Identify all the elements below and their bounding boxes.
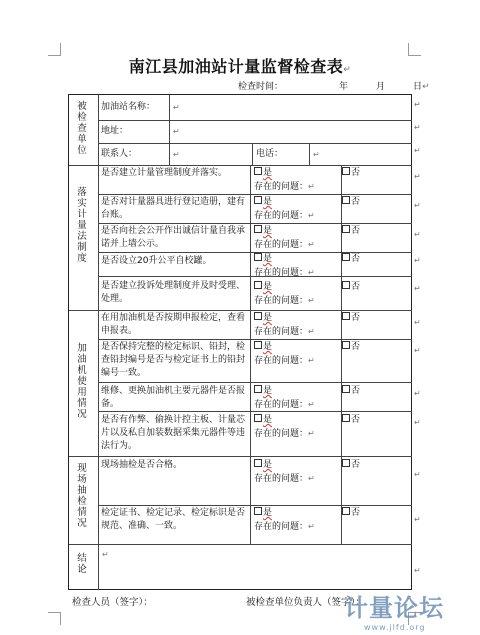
issue-label: 存在的问题： — [254, 400, 309, 410]
no-checkbox[interactable]: 否 — [342, 415, 360, 425]
no-checkbox[interactable]: 否 — [342, 342, 360, 352]
yes-checkbox[interactable]: 是 — [254, 508, 272, 518]
yes-checkbox[interactable]: 是 — [254, 168, 272, 178]
item-question: 检定证书、检定记录、检定标识是否规范、准确、一致。 — [101, 508, 246, 531]
yes-checkbox[interactable]: 是 — [254, 386, 272, 396]
issue-label: 存在的问题： — [254, 296, 309, 306]
issue-label: 存在的问题： — [254, 356, 309, 366]
station-name-field[interactable]: ↵ — [173, 103, 180, 112]
address-label: 地址： — [101, 126, 129, 136]
item-question: 是否保持完整的检定标识、铅封，检查铅封编号是否与检定证书上的铅封编号一致。 — [101, 342, 246, 378]
answer-cell: 是 否 存在的问题：↵ — [254, 508, 361, 532]
responsible-signature-label: 被检查单位负责人（签字）： — [246, 597, 365, 608]
no-checkbox[interactable]: 否 — [342, 254, 360, 264]
answer-cell: 是 否 存在的问题：↵ — [254, 342, 361, 366]
item-question: 在用加油机是否按期申报检定，查看申报表。 — [101, 313, 246, 336]
section-label-management: 落实计量法制度 — [77, 187, 87, 264]
answer-cell: 是 否 存在的问题：↵ — [254, 313, 361, 337]
yes-checkbox[interactable]: 是 — [254, 226, 272, 236]
issue-label: 存在的问题： — [254, 522, 309, 532]
station-name-label: 加油站名称： — [101, 102, 156, 112]
no-checkbox[interactable]: 否 — [342, 197, 360, 207]
item-question: 现场抽检是否合格。 — [101, 460, 183, 470]
issue-label: 存在的问题： — [254, 429, 309, 439]
section-label-usage: 加油机使用情况 — [77, 343, 87, 420]
no-checkbox[interactable]: 否 — [342, 460, 360, 470]
item-question: 是否建立计量管理制度并落实。 — [101, 168, 228, 178]
phone-label: 电话： — [256, 149, 284, 159]
no-checkbox[interactable]: 否 — [342, 386, 360, 396]
no-checkbox[interactable]: 否 — [342, 508, 360, 518]
item-question: 维修、更换加油机主要元器件是否报备。 — [101, 386, 246, 409]
inspection-table — [68, 94, 412, 590]
item-question: 是否对计量器具进行登记造册，建有台账。 — [101, 197, 246, 220]
section-label-spot-check: 现场抽检情况 — [77, 463, 87, 529]
conclusion-field[interactable]: ↵ — [102, 550, 109, 559]
answer-cell: 是 否 存在的问题：↵ — [254, 197, 361, 221]
section-label-unit: 被检查单位 — [77, 101, 87, 156]
contact-field[interactable]: ↵ — [173, 150, 180, 159]
address-field[interactable]: ↵ — [173, 127, 180, 136]
yes-checkbox[interactable]: 是 — [254, 282, 272, 292]
item-question: 是否设立20升公平自校罐。 — [101, 256, 212, 266]
yes-checkbox[interactable]: 是 — [254, 254, 272, 264]
inspection-time: 检查时间： 年 月 日↵ — [238, 82, 430, 92]
inspector-signature-label: 检查人员（签字）： — [72, 597, 153, 608]
answer-cell: 是 否 存在的问题：↵ — [254, 226, 361, 250]
no-checkbox[interactable]: 否 — [342, 282, 360, 292]
watermark-logo: 计量论坛 www.jlfd.org — [344, 594, 444, 632]
answer-cell: 是 否 存在的问题：↵ — [254, 386, 361, 410]
issue-label: 存在的问题： — [254, 240, 309, 250]
answer-cell: 是 否 存在的问题：↵ — [254, 282, 361, 306]
item-question: 是否有作弊、偷换计控主板、计量芯片以及私自加装数据采集元器件等违法行为。 — [101, 415, 246, 451]
issue-label: 存在的问题： — [254, 327, 309, 337]
item-question: 是否向社会公开作出诚信计量自我承诺并上墙公示。 — [101, 226, 246, 249]
crop-mark-bottom-left — [48, 612, 61, 625]
issue-label: 存在的问题： — [254, 268, 309, 278]
yes-checkbox[interactable]: 是 — [254, 342, 272, 352]
no-checkbox[interactable]: 否 — [342, 226, 360, 236]
issue-label: 存在的问题： — [254, 182, 309, 192]
no-checkbox[interactable]: 否 — [342, 313, 360, 323]
answer-cell: 是 否 存在的问题：↵ — [254, 415, 361, 439]
contact-label: 联系人： — [101, 149, 138, 159]
item-question: 是否建立投诉处理制度并及时受理、处理。 — [101, 281, 246, 304]
section-label-conclusion: 结论 — [77, 553, 87, 575]
document-title: 南江县加油站计量监督检查表↵ — [128, 57, 352, 76]
yes-checkbox[interactable]: 是 — [254, 460, 272, 470]
answer-cell: 是 否 存在的问题：↵ — [254, 460, 361, 484]
no-checkbox[interactable]: 否 — [342, 168, 360, 178]
issue-label: 存在的问题： — [254, 474, 309, 484]
yes-checkbox[interactable]: 是 — [254, 313, 272, 323]
phone-field[interactable]: ↵ — [313, 150, 320, 159]
issue-label: 存在的问题： — [254, 211, 309, 221]
yes-checkbox[interactable]: 是 — [254, 415, 272, 425]
yes-checkbox[interactable]: 是 — [254, 197, 272, 207]
answer-cell: 是 否 存在的问题：↵ — [254, 168, 361, 192]
answer-cell: 是 否 存在的问题：↵ — [254, 254, 361, 278]
